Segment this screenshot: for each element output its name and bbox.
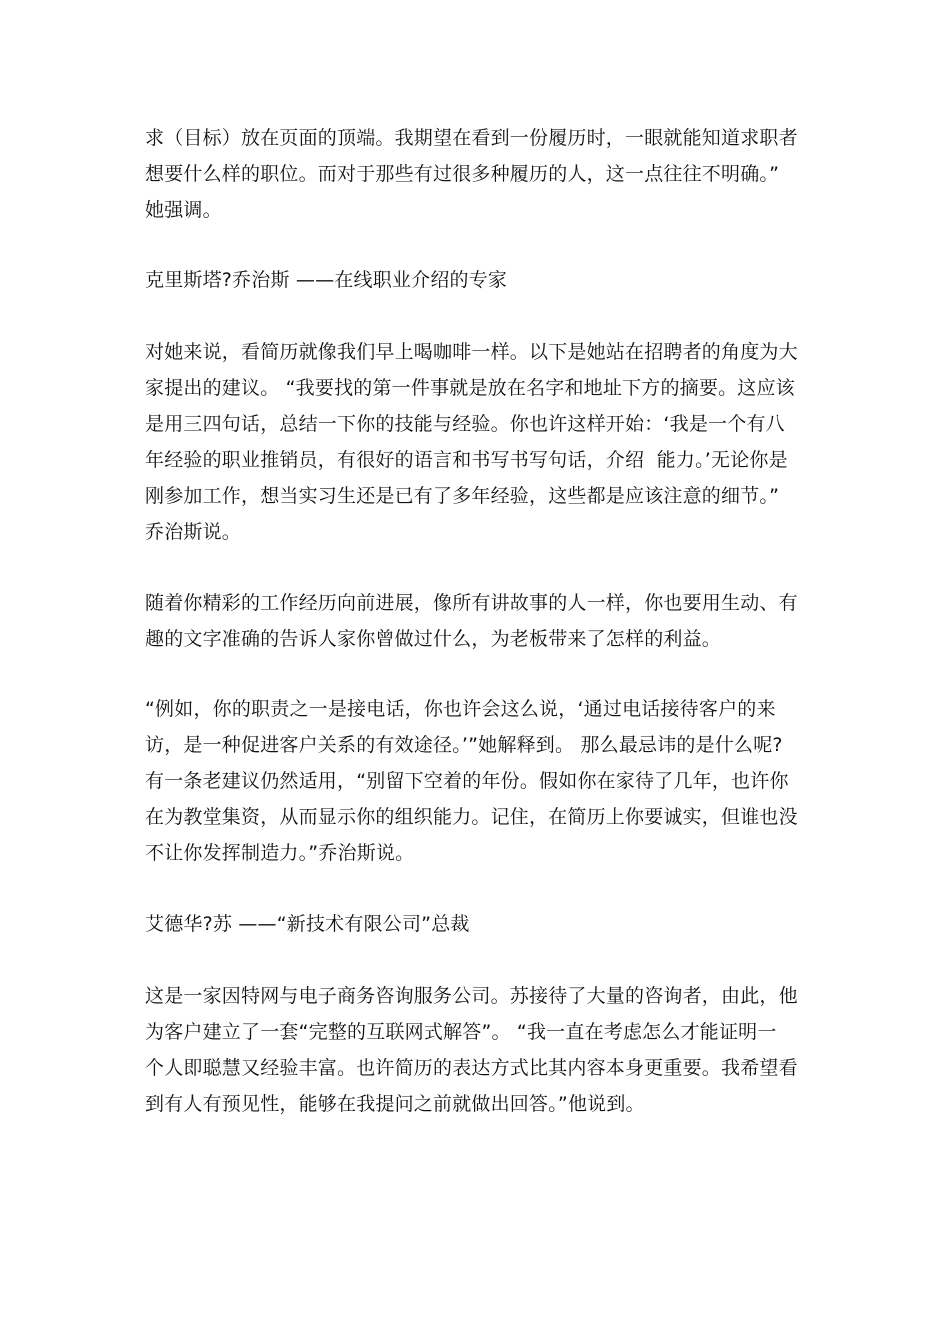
text-line: 对她来说，看简历就像我们早上喝咖啡一样。以下是她站在招聘者的角度为大 [145, 341, 798, 363]
text-line: 有一条老建议仍然适用，“别留下空着的年份。假如你在家待了几年，也许你 [145, 770, 789, 792]
section-heading: 克里斯塔?乔治斯 ——在线职业介绍的专家 [145, 269, 508, 291]
text-line: 随着你精彩的工作经历向前进展，像所有讲故事的人一样，你也要用生动、有 [145, 592, 798, 614]
section-heading: 艾德华?苏 ——“新技术有限公司”总裁 [145, 913, 470, 935]
text-line: 趣的文字准确的告诉人家你曾做过什么，为老板带来了怎样的利益。 [145, 628, 722, 650]
text-line: 家提出的建议。 “我要找的第一件事就是放在名字和地址下方的摘要。这应该 [145, 377, 795, 399]
text-line: 想要什么样的职位。而对于那些有过很多种履历的人，这一点往往不明确。” [145, 163, 780, 185]
text-line: 年经验的职业推销员，有很好的语言和书写书写句话，介绍 能力。’无论你是 [145, 449, 788, 471]
text-line: 在为教堂集资，从而显示你的组织能力。记住，在简历上你要诚实，但谁也没 [145, 806, 798, 828]
text-line: 个人即聪慧又经验丰富。也许简历的表达方式比其内容本身更重要。我希望看 [145, 1057, 798, 1079]
text-line: 她强调。 [145, 199, 222, 221]
text-line: 求（目标）放在页面的顶端。我期望在看到一份履历时，一眼就能知道求职者 [145, 127, 798, 149]
text-line: 刚参加工作，想当实习生还是已有了多年经验，这些都是应该注意的细节。” [145, 485, 780, 507]
text-line: 访，是一种促进客户关系的有效途径。’”她解释到。 那么最忌讳的是什么呢? [145, 734, 783, 756]
text-line: 是用三四句话，总结一下你的技能与经验。你也许这样开始：‘我是一个有八 [145, 413, 785, 435]
text-line: “例如，你的职责之一是接电话，你也许会这么说，‘通过电话接待客户的来 [145, 698, 776, 720]
text-line: 到有人有预见性，能够在我提问之前就做出回答。”他说到。 [145, 1093, 645, 1115]
text-line: 这是一家因特网与电子商务咨询服务公司。苏接待了大量的咨询者，由此，他 [145, 985, 798, 1007]
text-line: 为客户建立了一套“完整的互联网式解答”。 “我一直在考虑怎么才能证明一 [145, 1021, 777, 1043]
text-line: 乔治斯说。 [145, 521, 242, 543]
text-line: 不让你发挥制造力。”乔治斯说。 [145, 842, 415, 864]
